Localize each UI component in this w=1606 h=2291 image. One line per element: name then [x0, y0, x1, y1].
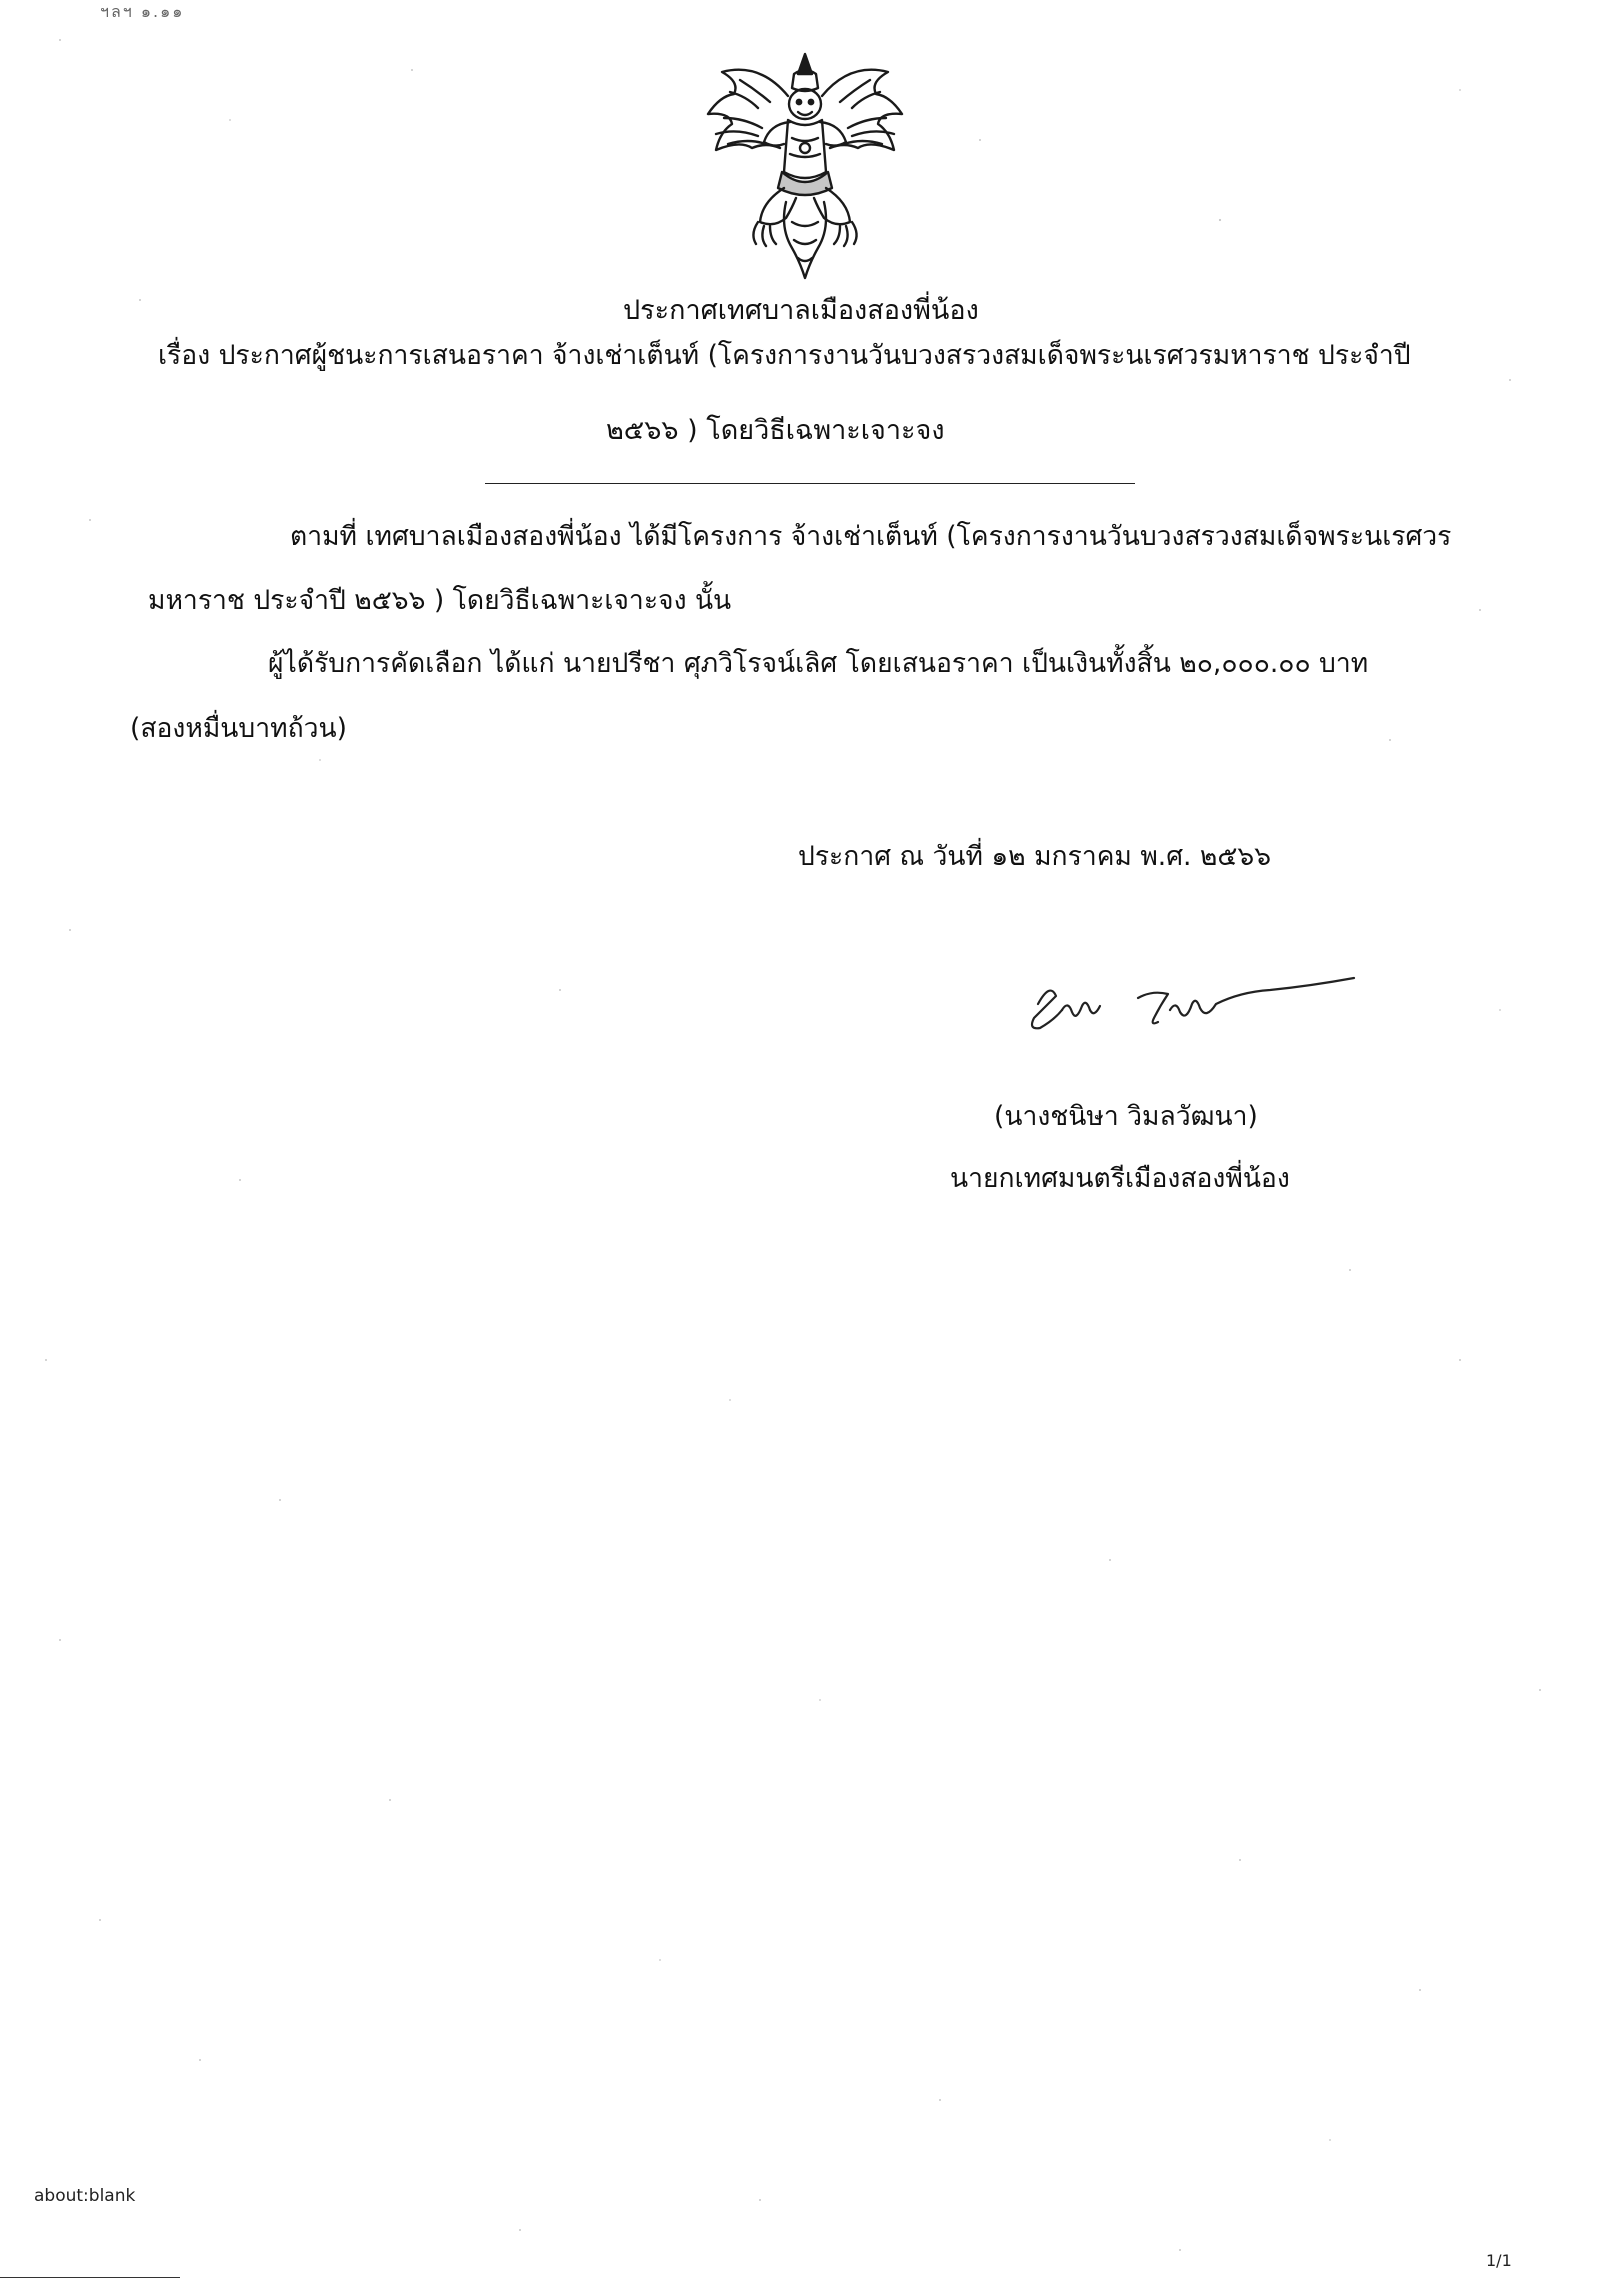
- corner-mark: ฯลฯ ๑.๑๑: [100, 2, 185, 21]
- paragraph-1-line-1: ตามที่ เทศบาลเมืองสองพี่น้อง ได้มีโครงการ จ้างเช่าเต็นท์ (โครงการงานวันบวงสรวงสมเด็จพระนเรศวร: [290, 521, 1452, 552]
- signer-title: นายกเทศมนตรีเมืองสองพี่น้อง: [950, 1163, 1290, 1194]
- announcement-title: ประกาศเทศบาลเมืองสองพี่น้อง: [623, 295, 979, 326]
- footer-url: about:blank: [34, 2186, 136, 2206]
- paragraph-2-line-1: ผู้ได้รับการคัดเลือก ได้แก่ นายปรีชา ศุภวิโรจน์เลิศ โดยเสนอราคา เป็นเงินทั้งสิ้น ๒๐,๐๐๐.๐๐ บาท: [268, 648, 1369, 679]
- signature: [1020, 960, 1360, 1050]
- paragraph-2-line-2: (สองหมื่นบาทถ้วน): [130, 713, 347, 744]
- subject-line-1: เรื่อง ประกาศผู้ชนะการเสนอราคา จ้างเช่าเต็นท์ (โครงการงานวันบวงสรวงสมเด็จพระนเรศวรมหาราช ประจำปี: [158, 340, 1411, 371]
- garuda-emblem-icon: [700, 52, 910, 282]
- page-number: 1/1: [1486, 2251, 1512, 2270]
- subject-line-2: ๒๕๖๖ ) โดยวิธีเฉพาะเจาะจง: [606, 415, 945, 446]
- title-divider: [485, 483, 1135, 484]
- footer-divider: [0, 2277, 180, 2278]
- signer-name: (นางชนิษา วิมลวัฒนา): [994, 1101, 1258, 1132]
- announcement-date: ประกาศ ณ วันที่ ๑๒ มกราคม พ.ศ. ๒๕๖๖: [798, 841, 1272, 872]
- paragraph-1-line-2: มหาราช ประจำปี ๒๕๖๖ ) โดยวิธีเฉพาะเจาะจง นั้น: [148, 585, 732, 616]
